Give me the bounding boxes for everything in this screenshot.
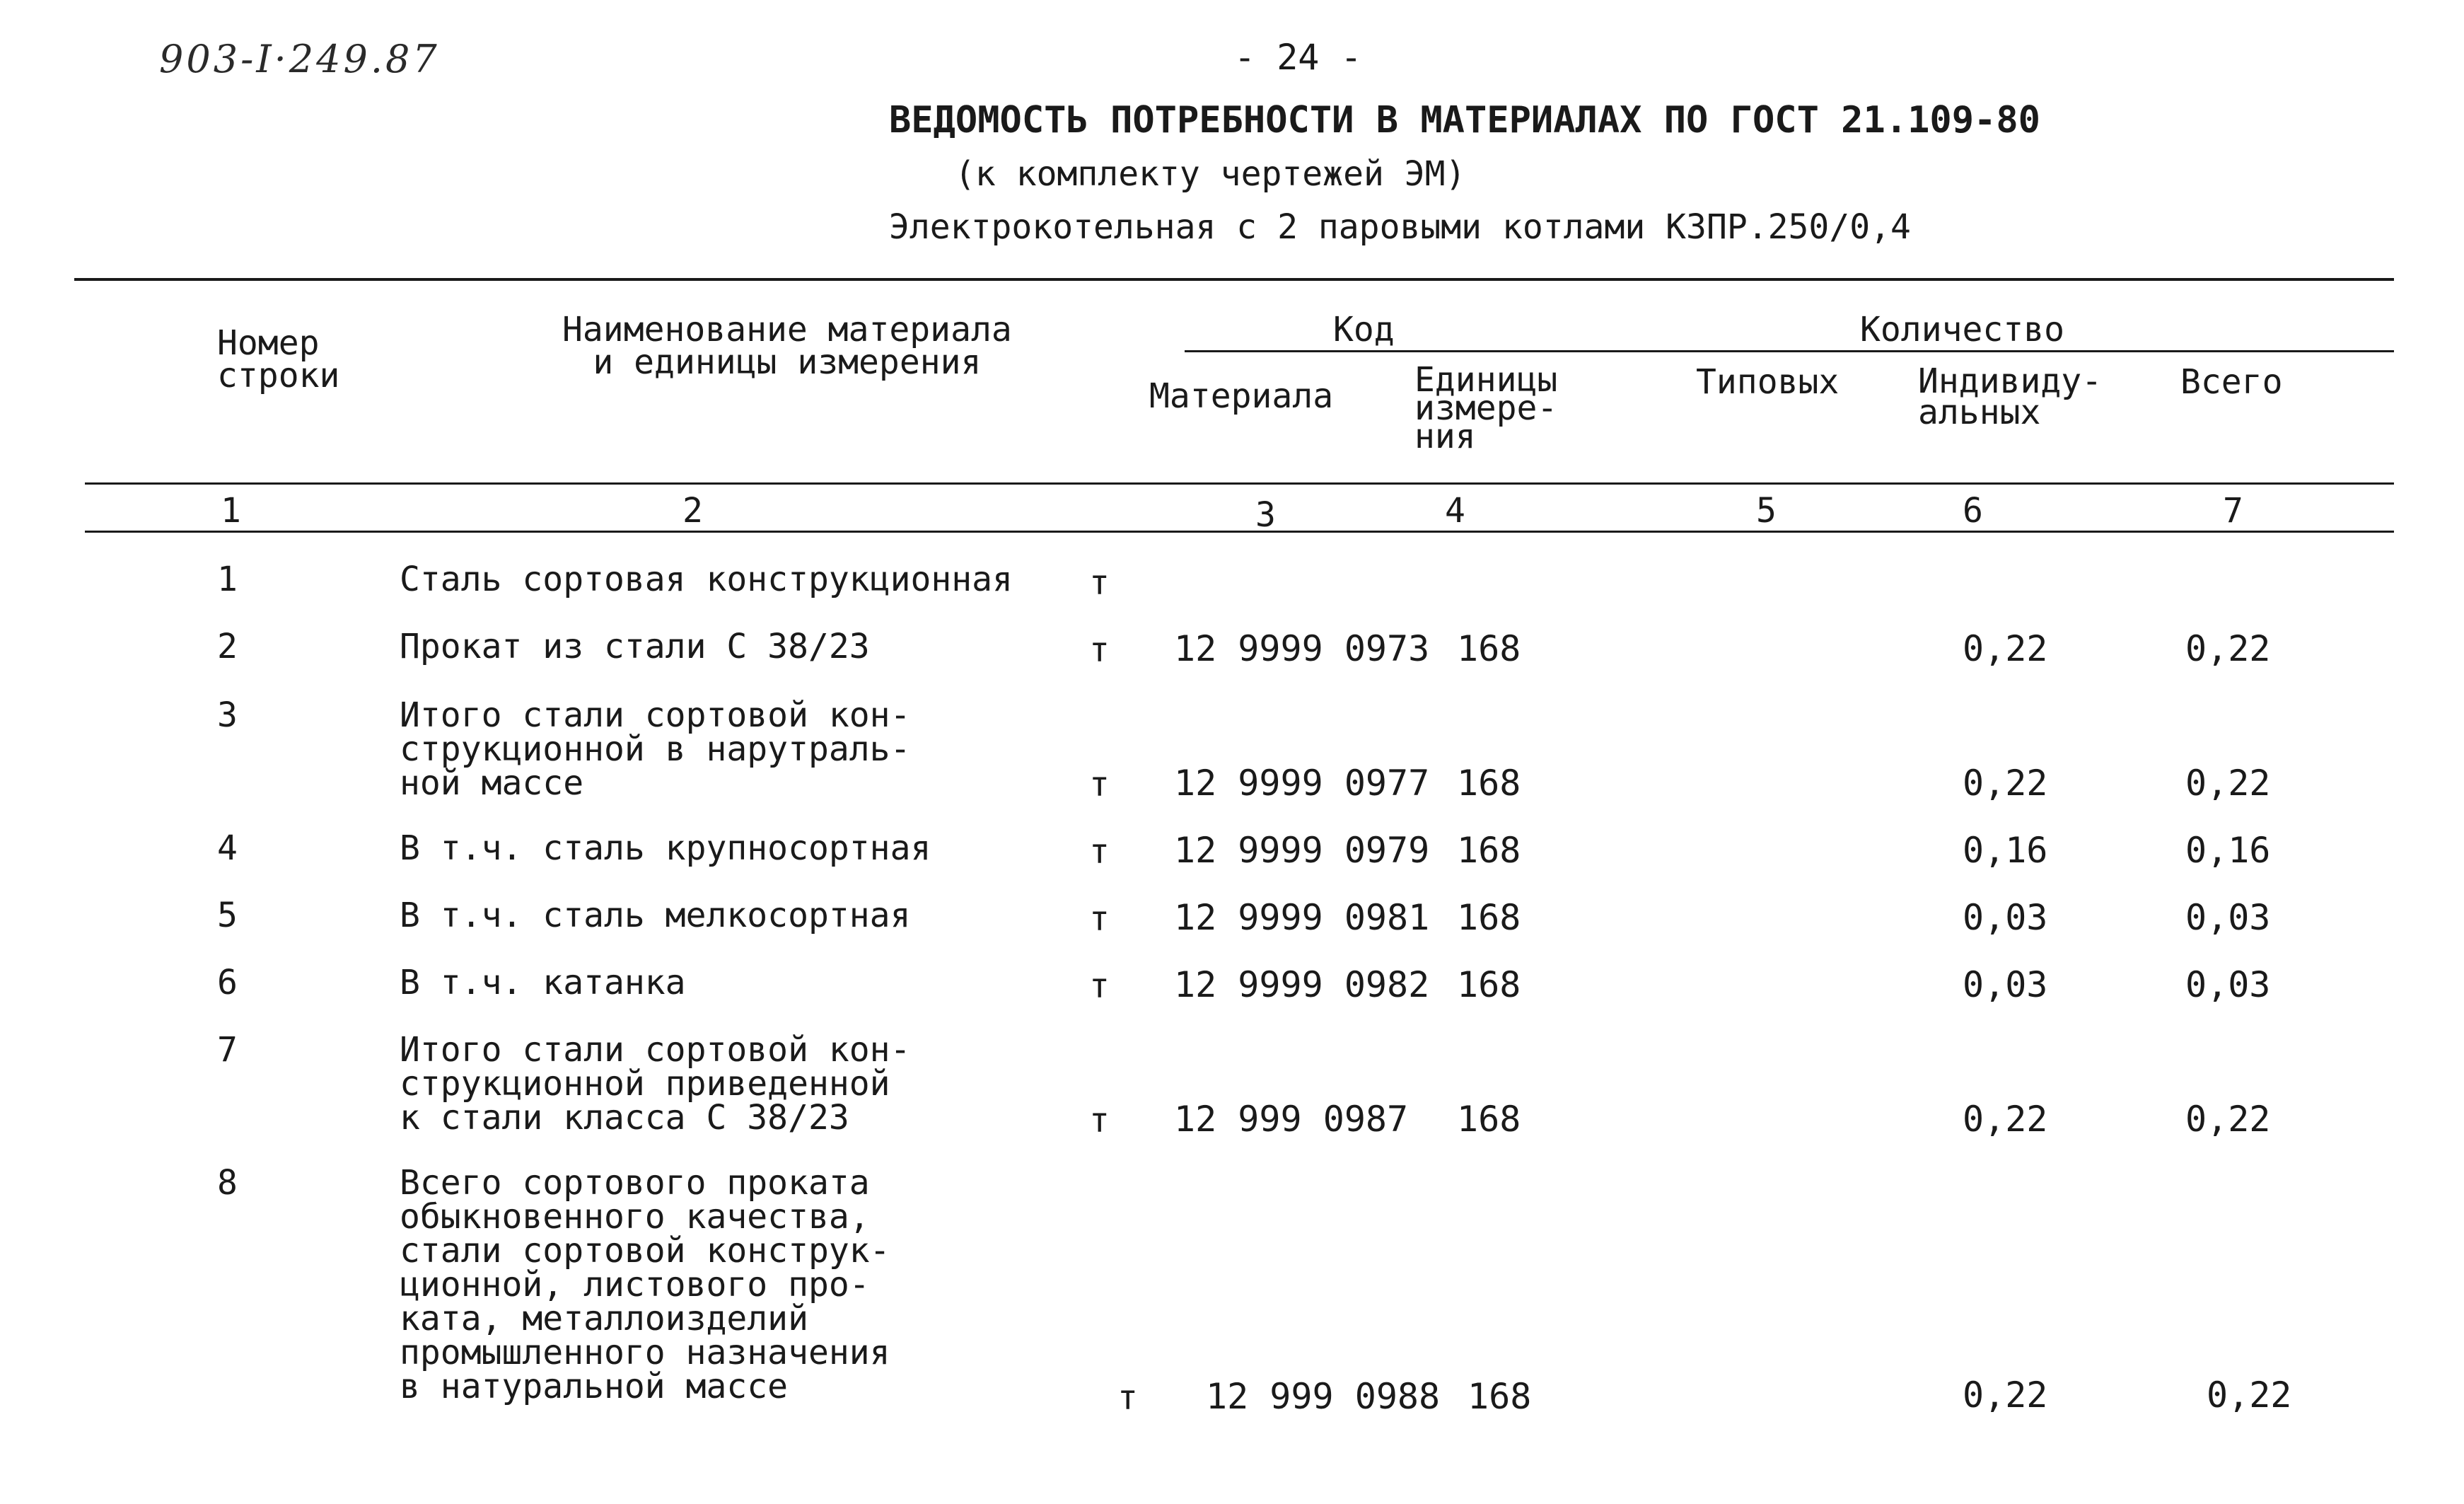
row-number: 7 bbox=[217, 1030, 238, 1070]
unit: т bbox=[1089, 1101, 1110, 1140]
header-row-number: Номер строки bbox=[217, 323, 340, 395]
table-top-rule bbox=[74, 278, 2394, 281]
material-name: В т.ч. сталь крупносортная bbox=[400, 828, 931, 868]
page-subtitle: (к комплекту чертежей ЭМ) bbox=[955, 154, 1466, 194]
material-code: 12 9999 0977 bbox=[1174, 763, 1430, 804]
row-number: 3 bbox=[217, 695, 238, 735]
material-name: В т.ч. катанка bbox=[400, 963, 686, 1002]
qty-individual: 0,22 bbox=[1963, 1375, 2048, 1416]
column-number: 2 bbox=[682, 491, 703, 531]
column-number: 1 bbox=[221, 491, 241, 531]
unit: т bbox=[1089, 832, 1110, 872]
row-number: 4 bbox=[217, 828, 238, 868]
qty-individual: 0,22 bbox=[1963, 763, 2048, 804]
object-name: Электрокотельная с 2 паровыми котлами КЗПР.250/0,4 bbox=[889, 207, 1911, 247]
unit-code: 168 bbox=[1457, 964, 1521, 1005]
material-name: Сталь сортовая конструкционная bbox=[400, 560, 1013, 599]
material-code: 12 9999 0982 bbox=[1174, 964, 1430, 1005]
qty-total: 0,22 bbox=[2185, 1099, 2271, 1140]
header-bottom-rule bbox=[85, 482, 2394, 485]
qty-individual: 0,16 bbox=[1963, 830, 2048, 871]
header-code-unit: Единицы измере- ния bbox=[1414, 360, 1558, 456]
unit: т bbox=[1089, 765, 1110, 804]
header-code-group: Код bbox=[1333, 310, 1395, 349]
qty-total: 0,22 bbox=[2185, 628, 2271, 669]
column-number: 4 bbox=[1445, 491, 1465, 531]
unit: т bbox=[1117, 1378, 1138, 1418]
material-name: Всего сортового проката обыкновенного качества, стали сортовой конструк- ционной, листового про- ката, металлоизделий промышленного назначения в натуральной массе bbox=[400, 1163, 890, 1406]
material-code: 12 9999 0973 bbox=[1174, 628, 1430, 669]
row-number: 6 bbox=[217, 963, 238, 1002]
unit-code: 168 bbox=[1468, 1376, 1532, 1417]
row-number: 8 bbox=[217, 1163, 238, 1203]
unit-code: 168 bbox=[1457, 897, 1521, 938]
unit: т bbox=[1089, 563, 1110, 603]
unit-code: 168 bbox=[1457, 628, 1521, 669]
material-code: 12 9999 0979 bbox=[1174, 830, 1430, 871]
qty-individual: 0,22 bbox=[1963, 1099, 2048, 1140]
column-numbers-rule bbox=[85, 531, 2394, 533]
row-number: 1 bbox=[217, 560, 238, 599]
qty-individual: 0,03 bbox=[1963, 964, 2048, 1005]
material-name: Итого стали сортовой кон- струкционной в нарутраль- ной массе bbox=[400, 695, 911, 803]
qty-total: 0,22 bbox=[2185, 763, 2271, 804]
header-qty-typical: Типовых bbox=[1696, 362, 1840, 402]
column-number: 6 bbox=[1963, 491, 1983, 531]
row-number: 5 bbox=[217, 896, 238, 935]
page-number: - 24 - bbox=[1234, 37, 1362, 78]
column-number: 7 bbox=[2223, 491, 2243, 531]
unit-code: 168 bbox=[1457, 1099, 1521, 1140]
material-name: Итого стали сортовой кон- струкционной приведенной к стали класса С 38/23 bbox=[400, 1030, 911, 1138]
unit-code: 168 bbox=[1457, 830, 1521, 871]
unit-code: 168 bbox=[1457, 763, 1521, 804]
material-code: 12 999 0987 bbox=[1174, 1099, 1409, 1140]
header-qty-total: Всего bbox=[2180, 362, 2283, 402]
header-material-name: Наименование материала и единицы измерения bbox=[562, 310, 1012, 382]
header-qty-individual: Индивиду- альных bbox=[1918, 361, 2103, 432]
material-name: Прокат из стали С 38/23 bbox=[400, 627, 870, 666]
qty-total: 0,03 bbox=[2185, 897, 2271, 938]
qty-individual: 0,22 bbox=[1963, 628, 2048, 669]
column-number: 5 bbox=[1756, 491, 1777, 531]
quantity-group-rule bbox=[1669, 350, 2394, 352]
material-code: 12 999 0988 bbox=[1206, 1376, 1441, 1417]
column-number: 3 bbox=[1255, 495, 1276, 535]
header-code-material: Материала bbox=[1149, 376, 1334, 416]
qty-individual: 0,03 bbox=[1963, 897, 2048, 938]
unit: т bbox=[1089, 966, 1110, 1006]
material-name: В т.ч. сталь мелкосортная bbox=[400, 896, 911, 935]
document-code: 903-I·249.87 bbox=[159, 37, 440, 81]
material-code: 12 9999 0981 bbox=[1174, 897, 1430, 938]
qty-total: 0,22 bbox=[2207, 1375, 2292, 1416]
qty-total: 0,03 bbox=[2185, 964, 2271, 1005]
row-number: 2 bbox=[217, 627, 238, 666]
unit: т bbox=[1089, 630, 1110, 670]
unit: т bbox=[1089, 899, 1110, 939]
qty-total: 0,16 bbox=[2185, 830, 2271, 871]
page-title: ВЕДОМОСТЬ ПОТРЕБНОСТИ В МАТЕРИАЛАХ ПО ГОСТ 21.109-80 bbox=[889, 99, 2040, 141]
header-quantity-group: Количество bbox=[1860, 310, 2064, 349]
